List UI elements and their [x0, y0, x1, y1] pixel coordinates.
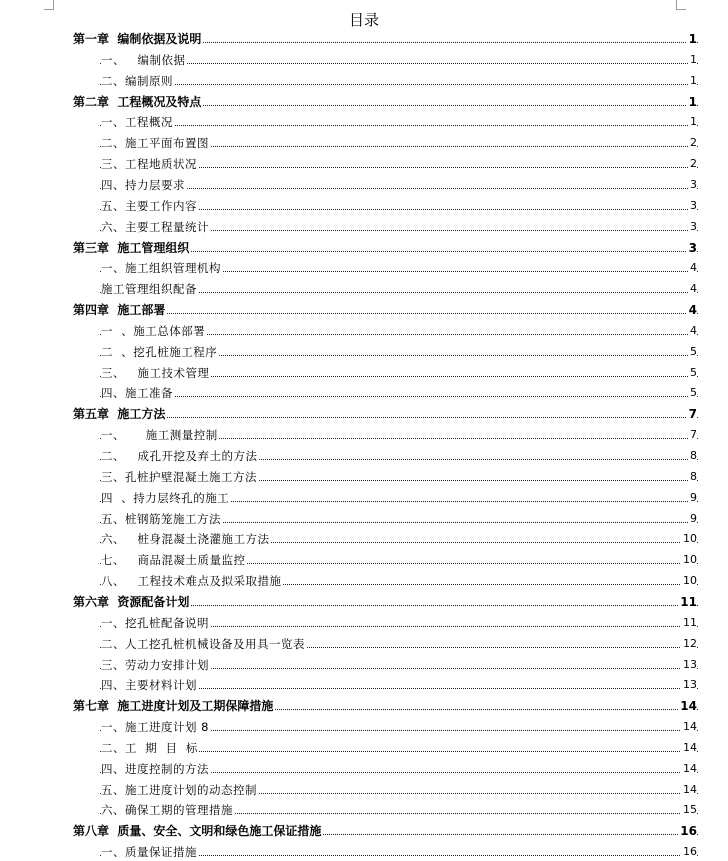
- toc-entry-text: 第六章 资源配备计划: [73, 594, 190, 609]
- toc-page-number: 5: [688, 364, 697, 382]
- toc-section-entry[interactable]: [0, 155, 728, 173]
- toc-page-number: 2: [688, 134, 697, 152]
- toc-dot-leader: [100, 84, 698, 85]
- toc-entry-text: 第五章 施工方法: [73, 407, 166, 422]
- toc-section-entry[interactable]: [0, 530, 728, 548]
- toc-entry-text: 一、挖孔桩配备说明: [101, 615, 209, 630]
- toc-entry-text: 三、劳动力安排计划: [101, 657, 209, 672]
- toc-entry-text: 四、主要材料计划: [101, 678, 197, 693]
- toc-entry-text: 一、施工组织管理机构: [101, 261, 221, 276]
- toc-page-number: 10: [681, 572, 697, 590]
- toc-entry-text: 一、 编制依据: [101, 52, 186, 67]
- toc-page-number: 16: [681, 843, 697, 861]
- toc-dot-leader: [100, 63, 698, 64]
- toc-section-entry[interactable]: [0, 572, 728, 590]
- toc-section-entry[interactable]: [0, 635, 728, 653]
- toc-entry-text: 一、施工进度计划 8: [101, 720, 209, 735]
- toc-page-number: 3: [688, 218, 697, 236]
- toc-entry-text: 二、 成孔开挖及弃土的方法: [101, 449, 258, 463]
- toc-section-entry[interactable]: [0, 551, 728, 569]
- toc-section-entry[interactable]: [0, 197, 728, 215]
- toc-entry-text: 三、工程地质状况: [101, 157, 197, 172]
- toc-page-number: 10: [681, 551, 697, 569]
- toc-entry-text: 一、 施工测量控制: [101, 428, 218, 443]
- toc-entry-text: 二、施工平面布置图: [101, 136, 209, 151]
- toc-page-number: 4: [688, 303, 697, 318]
- toc-chapter-entry[interactable]: [0, 697, 728, 715]
- toc-title: 目录: [348, 11, 379, 29]
- toc-page-number: 1: [688, 72, 697, 90]
- toc-entry-text: 七、 商品混凝土质量监控: [101, 553, 246, 568]
- toc-page-number: 1: [688, 113, 697, 131]
- toc-entry-text: 一、质量保证措施: [101, 845, 197, 860]
- toc-section-entry[interactable]: [0, 113, 728, 131]
- toc-section-entry[interactable]: [0, 614, 728, 632]
- toc-entry-text: 第一章 编制依据及说明: [73, 32, 202, 46]
- toc-entry-text: 四、施工准备: [101, 386, 173, 401]
- toc-entry-text: 一、工程概况: [101, 115, 173, 130]
- toc-section-entry[interactable]: [0, 843, 728, 861]
- toc-page-number: 14: [680, 699, 697, 714]
- toc-section-entry[interactable]: [0, 760, 728, 778]
- toc-section-entry[interactable]: [0, 259, 728, 277]
- toc-dot-leader: [100, 125, 698, 126]
- toc-section-entry[interactable]: [0, 426, 728, 444]
- toc-page-number: 15: [681, 801, 697, 819]
- toc-page-number: 14: [681, 760, 697, 778]
- toc-page-number: 12: [681, 635, 697, 653]
- toc-section-entry[interactable]: [0, 364, 728, 382]
- toc-section-entry[interactable]: [0, 676, 728, 694]
- toc-chapter-entry[interactable]: [0, 405, 728, 423]
- toc-section-entry[interactable]: [0, 134, 728, 152]
- toc-page-number: 8: [688, 447, 697, 465]
- toc-page-number: 4: [688, 322, 697, 340]
- toc-section-entry[interactable]: [0, 656, 728, 674]
- toc-section-entry[interactable]: [0, 72, 728, 90]
- toc-page-number: 1: [688, 94, 697, 109]
- toc-section-entry[interactable]: [0, 801, 728, 819]
- toc-entry-text: 第七章 施工进度计划及工期保障措施: [73, 699, 274, 714]
- toc-page-number: 7: [688, 407, 697, 422]
- toc-dot-leader: [100, 396, 698, 397]
- toc-page-number: 5: [688, 384, 697, 402]
- toc-dot-leader: [73, 417, 698, 418]
- toc-entry-text: 第三章 施工管理组织: [73, 240, 190, 255]
- toc-entry-text: 二、人工挖孔桩机械设备及用具一览表: [101, 636, 305, 651]
- toc-entry-text: 四、进度控制的方法: [101, 761, 209, 776]
- toc-entry-text: 六、 桩身混凝土浇灌施工方法: [101, 532, 270, 547]
- toc-entry-text: 施工管理组织配备: [101, 282, 197, 297]
- toc-section-entry[interactable]: [0, 322, 728, 340]
- toc-section-entry[interactable]: [0, 218, 728, 236]
- toc-page-number: 3: [688, 197, 697, 215]
- toc-page-number: 4: [688, 259, 697, 277]
- toc-entry-text: 第二章 工程概况及特点: [73, 94, 202, 109]
- toc-entry-text: 二、编制原则: [101, 73, 173, 88]
- toc-section-entry[interactable]: [0, 468, 728, 486]
- toc-entry-text: 三、 施工技术管理: [101, 365, 210, 380]
- toc-entry-text: 二 、挖孔桩施工程序: [101, 344, 218, 359]
- toc-section-entry[interactable]: [0, 718, 728, 736]
- toc-entry-text: 六、确保工期的管理措施: [101, 803, 233, 818]
- toc-page-number: 9: [688, 510, 697, 528]
- toc-page-number: 11: [681, 614, 697, 632]
- toc-page-number: 13: [681, 676, 697, 694]
- toc-chapter-entry[interactable]: [0, 822, 728, 840]
- toc-page-number: 9: [688, 489, 697, 507]
- toc-entry-text: 八、 工程技术难点及拟采取措施: [101, 574, 282, 589]
- toc-page-number: 11: [680, 594, 697, 609]
- toc-page-number: 14: [681, 718, 697, 736]
- toc-entry-text: 第八章 质量、安全、文明和绿色施工保证措施: [73, 824, 322, 839]
- toc-section-entry[interactable]: [0, 384, 728, 402]
- toc-page-number: 3: [688, 240, 697, 255]
- toc-page-number: 8: [688, 468, 697, 486]
- toc-entry-text: 六、主要工程量统计: [101, 219, 209, 234]
- toc-section-entry[interactable]: [0, 739, 728, 757]
- toc-entry-text: 五、主要工作内容: [101, 198, 197, 213]
- toc-entry-text: 三、孔桩护壁混凝土施工方法: [101, 469, 257, 484]
- toc-section-entry[interactable]: [0, 280, 728, 298]
- toc-entry-text: 二、工 期 目 标: [101, 740, 198, 755]
- toc-entry-text: 五、桩钢筋笼施工方法: [101, 511, 221, 526]
- toc-chapter-entry[interactable]: [0, 593, 728, 611]
- toc-page-number: 7: [688, 426, 697, 444]
- toc-entry-text: 五、施工进度计划的动态控制: [101, 782, 257, 797]
- toc-section-entry[interactable]: [0, 343, 728, 361]
- toc-page-number: 14: [681, 739, 697, 757]
- toc-entry-text: 一 、施工总体部署: [101, 323, 206, 338]
- toc-section-entry[interactable]: [0, 781, 728, 799]
- toc-page-number: 5: [688, 343, 697, 361]
- toc-page-number: 4: [688, 280, 697, 298]
- toc-section-entry[interactable]: [0, 510, 728, 528]
- toc-page-number: 1: [688, 51, 697, 69]
- toc-chapter-entry[interactable]: [0, 239, 728, 257]
- toc-chapter-entry[interactable]: [0, 301, 728, 319]
- toc-section-entry[interactable]: [0, 176, 728, 194]
- toc-chapter-entry[interactable]: [0, 30, 728, 48]
- toc-chapter-entry[interactable]: [0, 93, 728, 111]
- toc-section-entry[interactable]: [0, 447, 728, 465]
- toc-page-number: 14: [681, 781, 697, 799]
- toc-page-number: 16: [680, 824, 697, 839]
- toc-entry-text: 第四章 施工部署: [73, 303, 166, 318]
- toc-section-entry[interactable]: [0, 489, 728, 507]
- toc-entry-text: 四、持力层要求: [101, 177, 185, 192]
- toc-page-number: 1: [688, 32, 697, 46]
- toc-section-entry[interactable]: [0, 51, 728, 69]
- toc-dot-leader: [100, 188, 698, 189]
- toc-page-number: 2: [688, 155, 697, 173]
- toc-dot-leader: [73, 313, 698, 314]
- toc-page-number: 10: [681, 530, 697, 548]
- toc-page-number: 3: [688, 176, 697, 194]
- toc-entry-text: 四 、持力层终孔的施工: [101, 490, 230, 505]
- toc-page-number: 13: [681, 656, 697, 674]
